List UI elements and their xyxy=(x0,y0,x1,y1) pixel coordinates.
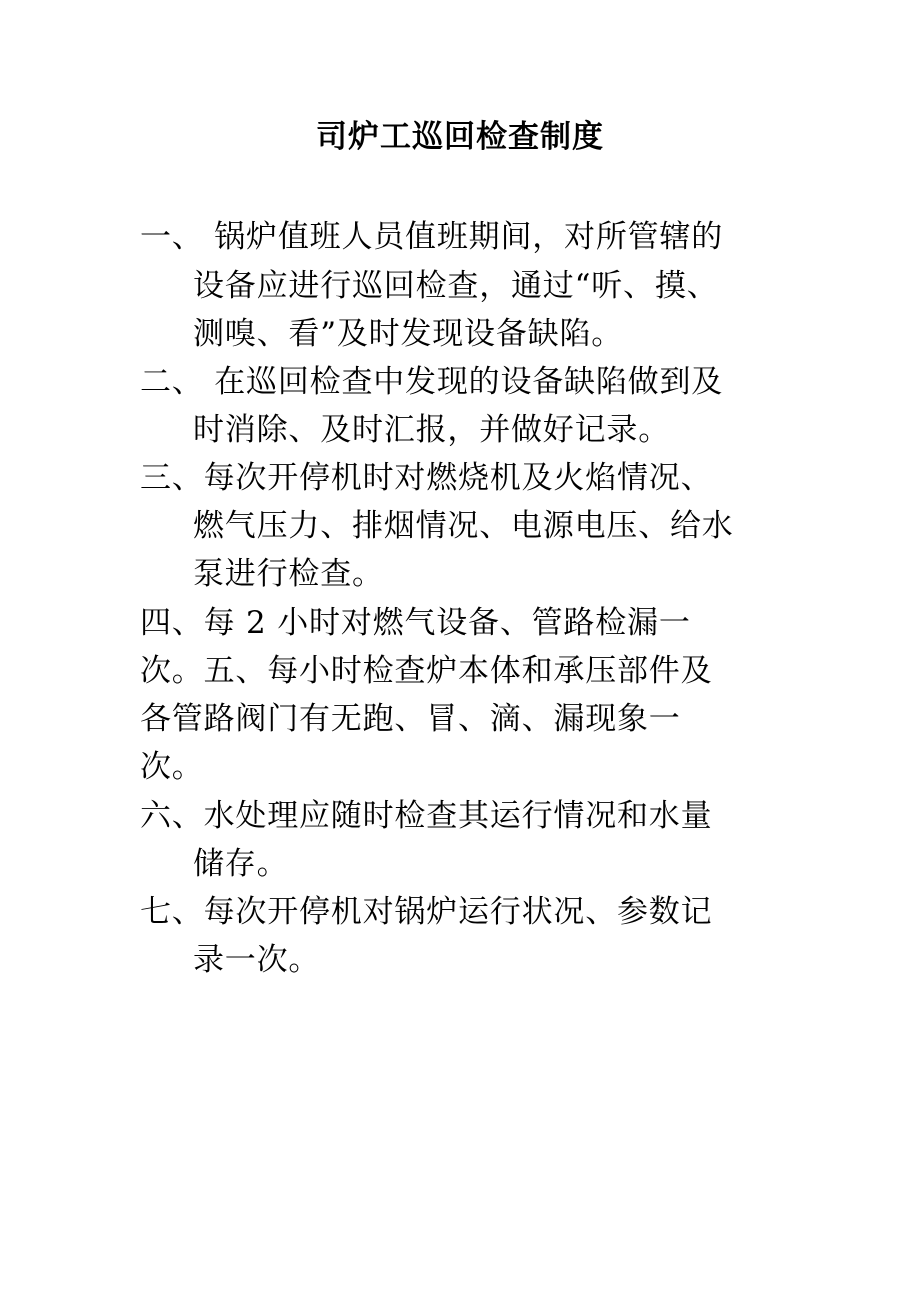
text-line: 四、每 2 小时对燃气设备、管路检漏一 xyxy=(140,605,691,641)
text-line: 次。 xyxy=(140,749,204,785)
document-title: 司炉工巡回检查制度 xyxy=(316,119,604,155)
text-line: 测嗅、看”及时发现设备缺陷。 xyxy=(193,316,624,352)
text-line: 七、每次开停机对锅炉运行状况、参数记 xyxy=(140,894,713,930)
text-line: 燃气压力、排烟情况、电源电压、给水 xyxy=(193,508,734,544)
text-line: 泵进行检查。 xyxy=(193,556,384,592)
text-line: 录一次。 xyxy=(193,942,321,978)
text-line: 一、 锅炉值班人员值班期间，对所管辖的 xyxy=(140,219,724,255)
text-line: 二、 在巡回检查中发现的设备缺陷做到及 xyxy=(140,364,724,400)
text-line: 六、水处理应随时检查其运行情况和水量 xyxy=(140,798,713,834)
text-line: 各管路阀门有无跑、冒、滴、漏现象一 xyxy=(140,701,681,737)
text-line: 三、每次开停机时对燃烧机及火焰情况、 xyxy=(140,460,713,496)
text-line: 次。五、每小时检查炉本体和承压部件及 xyxy=(140,653,713,689)
text-line: 储存。 xyxy=(193,846,289,882)
text-line: 时消除、及时汇报，并做好记录。 xyxy=(193,412,670,448)
text-line: 设备应进行巡回检查，通过“听、摸、 xyxy=(193,268,719,304)
